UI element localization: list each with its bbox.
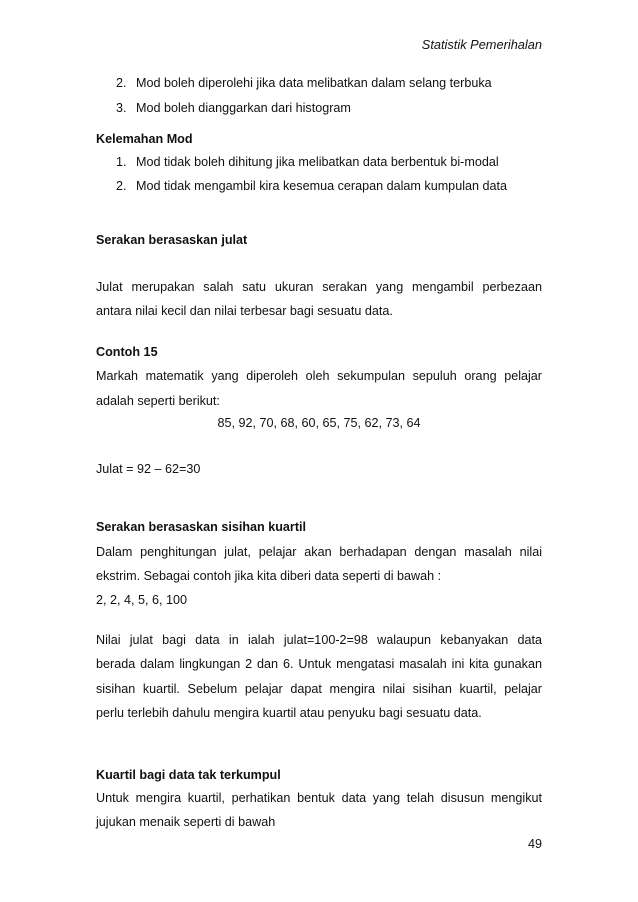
section-heading: Kuartil bagi data tak terkumpul [96, 768, 281, 782]
paragraph-line: Julat merupakan salah satu ukuran serakan yang mengambil perbezaan [96, 280, 542, 294]
list-number: 2. [116, 179, 127, 193]
example-heading: Contoh 15 [96, 345, 158, 359]
paragraph-line: perlu terlebih dahulu mengira kuartil atau penyuku bagi sesuatu data. [96, 706, 482, 720]
paragraph-line: 2, 2, 4, 5, 6, 100 [96, 593, 188, 607]
paragraph-line: sisihan kuartil. Sebelum pelajar dapat mengira nilai sisihan kuartil, pelajar [96, 682, 542, 696]
list-item [116, 179, 507, 193]
running-header: Statistik Pemerihalan [421, 37, 542, 52]
paragraph-line: Dalam penghitungan julat, pelajar akan berhadapan dengan masalah nilai [96, 545, 542, 559]
paragraph-line: ekstrim. Sebagai contoh jika kita diberi data seperti di bawah : [96, 569, 442, 583]
page-number: 49 [527, 837, 542, 851]
paragraph-line: Nilai julat bagi data in ialah julat=100-2=98 walaupun kebanyakan data [96, 633, 542, 647]
paragraph-line: Untuk mengira kuartil, perhatikan bentuk data yang telah disusun mengikut [96, 791, 542, 805]
section-heading: Kelemahan Mod [96, 132, 193, 146]
paragraph-line: antara nilai kecil dan nilai terbesar bagi sesuatu data. [96, 304, 393, 318]
list-item [116, 76, 492, 90]
list-text: Mod tidak mengambil kira kesemua cerapan dalam kumpulan data [136, 179, 508, 193]
list-number: 1. [116, 155, 127, 169]
list-text: Mod boleh diperolehi jika data melibatkan dalam selang terbuka [136, 76, 492, 90]
result-formula: Julat = 92 – 62=30 [96, 462, 201, 476]
paragraph-line: Markah matematik yang diperoleh oleh sekumpulan sepuluh orang pelajar [96, 369, 542, 383]
list-item [116, 155, 499, 169]
list-text: Mod tidak boleh dihitung jika melibatkan data berbentuk bi-modal [136, 155, 499, 169]
list-number: 3. [116, 101, 127, 115]
list-text: Mod boleh dianggarkan dari histogram [136, 101, 351, 115]
data-values: 85, 92, 70, 68, 60, 65, 75, 62, 73, 64 [217, 416, 421, 430]
paragraph-line: berada dalam lingkungan 2 dan 6. Untuk mengatasi masalah ini kita gunakan [96, 657, 542, 671]
paragraph-line: jujukan menaik seperti di bawah [96, 815, 276, 829]
section-heading: Serakan berasaskan sisihan kuartil [96, 520, 307, 534]
section-heading: Serakan berasaskan julat [96, 233, 248, 247]
paragraph-line: adalah seperti berikut: [96, 394, 220, 408]
list-number: 2. [116, 76, 127, 90]
list-item [116, 101, 351, 115]
